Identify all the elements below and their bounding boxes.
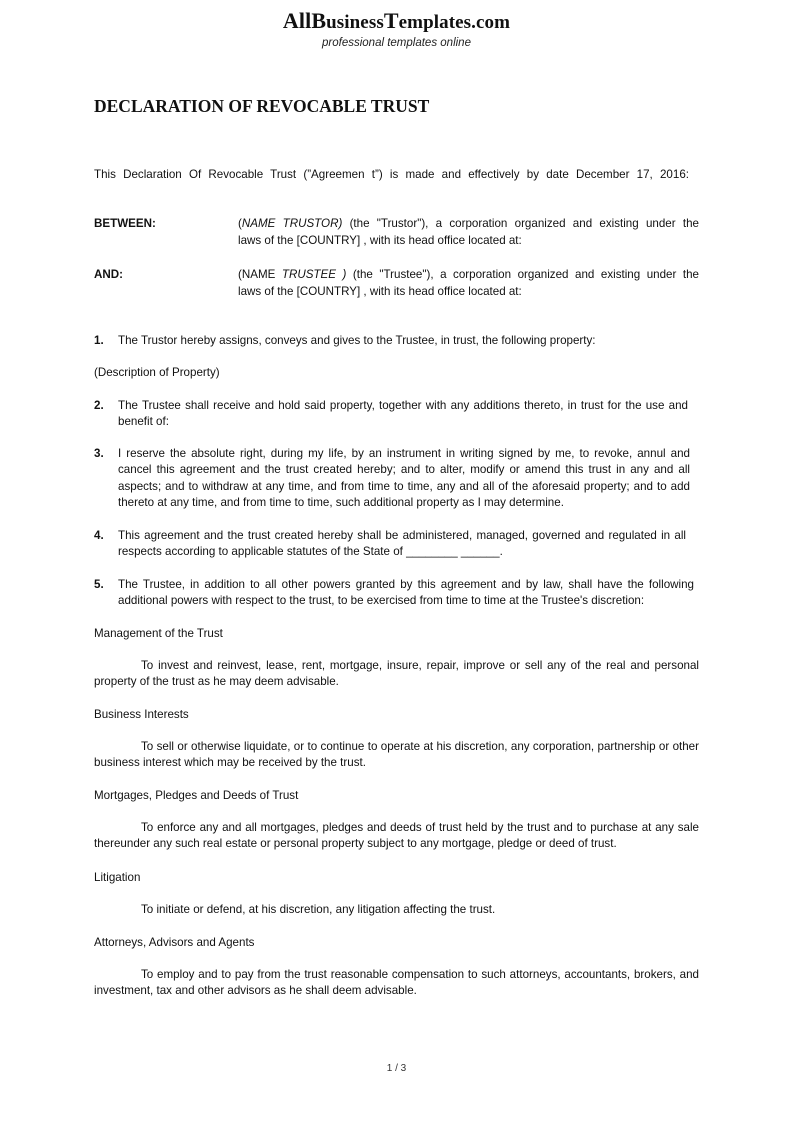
clause-number: 2. (94, 399, 104, 412)
document-title: DECLARATION OF REVOCABLE TRUST (94, 96, 430, 116)
page-number: 1 / 3 (386, 1063, 407, 1074)
between-label: BETWEEN: (94, 217, 156, 230)
site-tagline: professional templates online (322, 37, 471, 49)
trustee-name: TRUSTEE ) (281, 268, 347, 281)
section-heading: Attorneys, Advisors and Agents (94, 936, 255, 949)
clause-number: 1. (94, 334, 104, 347)
section-heading: Mortgages, Pledges and Deeds of Trust (94, 789, 299, 802)
section-heading: Management of the Trust (94, 627, 223, 640)
section-heading: Litigation (94, 871, 141, 884)
clause-text: The Trustee, in addition to all other powers granted by this agreement and by law, shall have the following additional powers with respect to the trust, to be exercised from time to time at the Trustee's discretion: (118, 578, 694, 608)
clause-number: 3. (94, 447, 104, 460)
clause-number: 4. (94, 529, 104, 542)
between-line-2: laws of the [COUNTRY] , with its head office located at: (238, 234, 522, 247)
clause-text: The Trustor hereby assigns, conveys and gives to the Trustee, in trust, the following property: (118, 334, 596, 347)
section-body: To sell or otherwise liquidate, or to continue to operate at his discretion, any corporation, partnership or other business interest which may be received by the trust. (94, 740, 699, 770)
section-body: To invest and reinvest, lease, rent, mortgage, insure, repair, improve or sell any of the real and personal property of the trust as he may deem advisable. (94, 659, 699, 689)
property-description: (Description of Property) (94, 366, 220, 379)
site-brand: AllBusinessTemplates.com (282, 8, 511, 33)
trustor-name: NAME TRUSTOR) (241, 217, 343, 230)
and-label: AND: (94, 268, 123, 281)
section-heading: Business Interests (94, 708, 189, 721)
intro-paragraph: This Declaration Of Revocable Trust (”Agreemen t”) is made and effectively by date December 17, 2016: (94, 168, 689, 181)
clause-number: 5. (94, 578, 104, 591)
section-body: To employ and to pay from the trust reasonable compensation to such attorneys, accountants, brokers, and investment, tax and other advisors as he shall deem advisable. (94, 968, 699, 998)
section-body: To enforce any and all mortgages, pledges and deeds of trust held by the trust and to purchase at any sale thereunder any such real estate or personal property subject to any mortgage, pledge or deed of trust. (94, 821, 699, 851)
clause-text: I reserve the absolute right, during my life, by an instrument in writing signed by me, to revoke, annul and cancel this agreement and the trust created hereby; and to alter, modify or amend this trust in any and all aspects; and to withdraw at any time, and from time to time, any and all of the aforesaid property; and to add thereto at any time, and from time to time, such additional property as I may determine. (118, 447, 690, 510)
clause-text: This agreement and the trust created hereby shall be administered, managed, governed and regulated in all respects according to applicable statutes of the State of ________ ______. (118, 529, 686, 559)
between-line-1: (NAME TRUSTOR) (the "Trustor"), a corporation organized and existing under the (238, 217, 699, 230)
section-body: To initiate or defend, at his discretion, any litigation affecting the trust. (141, 903, 496, 916)
and-line-2: laws of the [COUNTRY] , with its head office located at: (238, 285, 522, 298)
clause-text: The Trustee shall receive and hold said property, together with any additions thereto, in trust for the use and benefit of: (118, 399, 688, 429)
and-line-1: (NAME TRUSTEE ) (the "Trustee"), a corporation organized and existing under the (238, 268, 699, 281)
